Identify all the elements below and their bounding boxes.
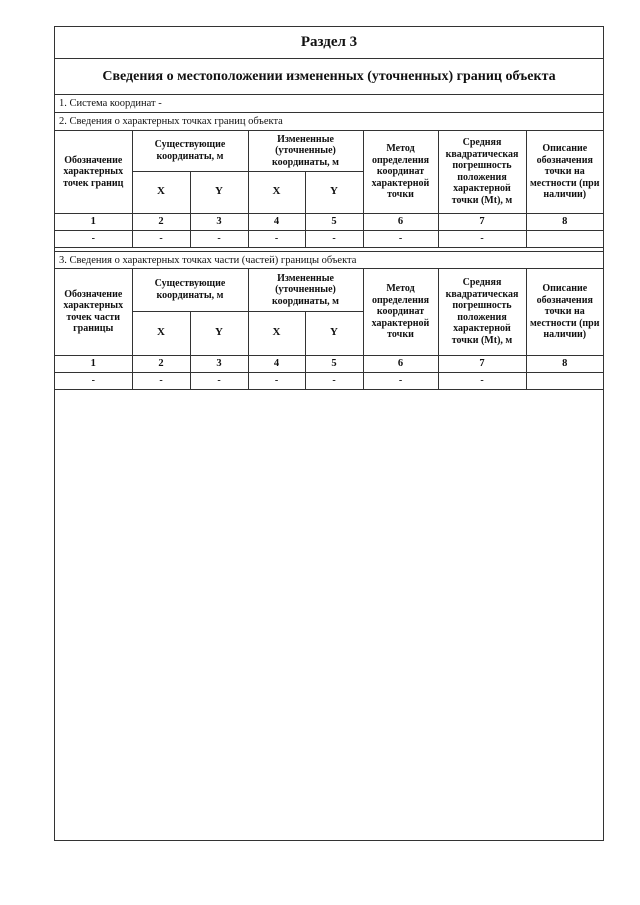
table-cell: - (305, 372, 363, 389)
table-cell: - (190, 230, 248, 247)
column-number: 4 (248, 355, 305, 372)
column-number: 1 (55, 355, 132, 372)
column-number: 4 (248, 213, 305, 230)
header-existing-coords: Существующие координаты, м (132, 269, 248, 311)
document-frame (54, 26, 604, 841)
table-cell (526, 372, 603, 389)
header-mean-error: Средняя квадратическая погрешность положения характерной точки (Mt), м (438, 131, 526, 213)
table-cell: - (132, 230, 190, 247)
section-subtitle: Сведения о местоположении измененных (уточненных) границ объекта (55, 59, 603, 95)
header-mean-error: Средняя квадратическая погрешность положения характерной точки (Mt), м (438, 269, 526, 355)
column-number: 5 (305, 213, 363, 230)
header-method: Метод определения координат характерной точки (363, 131, 438, 213)
header-changed-coords: Измененные (уточненные) координаты, м (248, 269, 363, 311)
table-cell: - (363, 230, 438, 247)
table-boundary-points (55, 131, 603, 248)
table-cell: - (438, 372, 526, 389)
column-number: 5 (305, 355, 363, 372)
table-number-row (55, 213, 603, 230)
header-x-changed: X (248, 171, 305, 213)
column-number: 8 (526, 355, 603, 372)
header-y-existing: Y (190, 171, 248, 213)
header-point-designation: Обозначение характерных точек части границы (55, 269, 132, 355)
section-title: Раздел 3 (55, 27, 603, 59)
coordinate-system-line: 1. Система координат - (55, 95, 603, 113)
column-number: 3 (190, 213, 248, 230)
column-number: 1 (55, 213, 132, 230)
column-number: 2 (132, 213, 190, 230)
table-part-boundary-points (55, 269, 603, 390)
header-y-changed: Y (305, 171, 363, 213)
table-cell: - (190, 372, 248, 389)
table-cell: - (55, 230, 132, 247)
table-cell: - (248, 372, 305, 389)
table-cell: - (438, 230, 526, 247)
header-point-designation: Обозначение характерных точек границ (55, 131, 132, 213)
header-method: Метод определения координат характерной точки (363, 269, 438, 355)
table-cell: - (305, 230, 363, 247)
table-row (55, 372, 603, 389)
table1-caption: 2. Сведения о характерных точках границ объекта (55, 113, 603, 131)
table-number-row (55, 355, 603, 372)
header-y-existing: Y (190, 311, 248, 355)
table2-caption: 3. Сведения о характерных точках части (частей) границы объекта (55, 251, 603, 269)
table-cell (526, 230, 603, 247)
column-number: 6 (363, 213, 438, 230)
header-changed-coords: Измененные (уточненные) координаты, м (248, 131, 363, 171)
column-number: 8 (526, 213, 603, 230)
table-cell: - (248, 230, 305, 247)
header-x-existing: X (132, 311, 190, 355)
header-x-changed: X (248, 311, 305, 355)
column-number: 7 (438, 213, 526, 230)
table-row (55, 230, 603, 247)
column-number: 7 (438, 355, 526, 372)
column-number: 6 (363, 355, 438, 372)
header-y-changed: Y (305, 311, 363, 355)
header-x-existing: X (132, 171, 190, 213)
header-description: Описание обозначения точки на местности (при наличии) (526, 269, 603, 355)
column-number: 2 (132, 355, 190, 372)
header-description: Описание обозначения точки на местности (при наличии) (526, 131, 603, 213)
table-cell: - (363, 372, 438, 389)
table-cell: - (132, 372, 190, 389)
header-existing-coords: Существующие координаты, м (132, 131, 248, 171)
column-number: 3 (190, 355, 248, 372)
table-cell: - (55, 372, 132, 389)
